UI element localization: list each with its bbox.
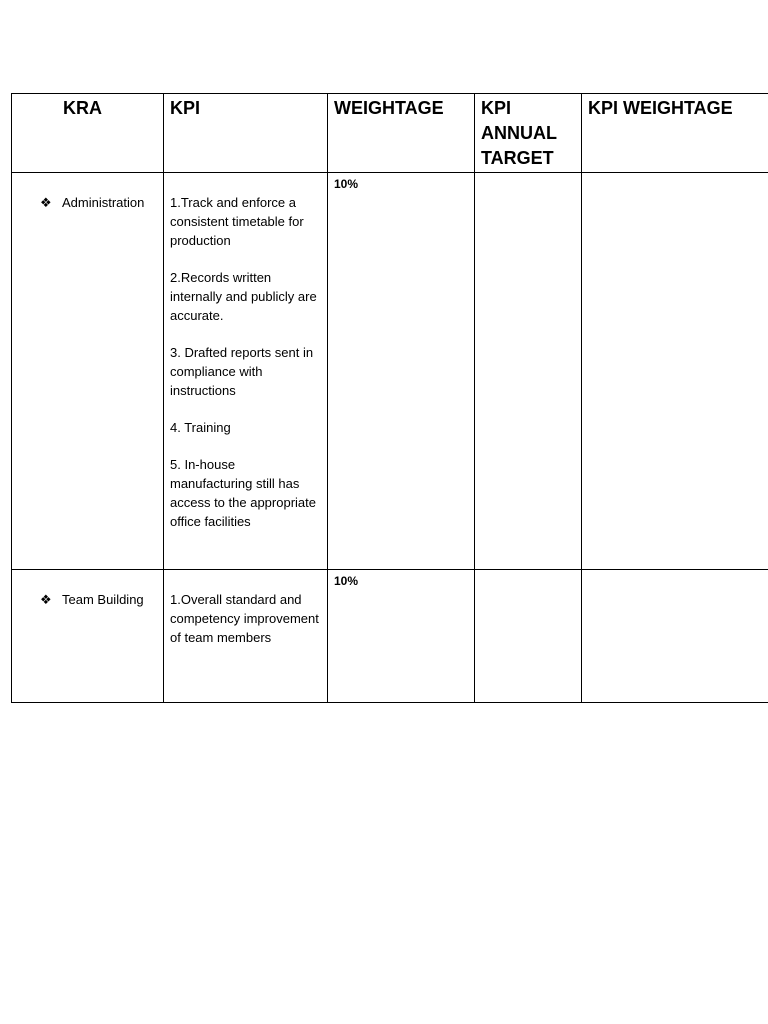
kpi-item: 4. Training [170,420,231,435]
weightage-cell: 10% [328,570,475,703]
header-weightage: WEIGHTAGE [328,94,475,173]
kra-label: Administration [62,195,145,210]
kpi-item: 1.Overall standard and competency improvement of team members [170,592,319,645]
header-kpi-annual-target: KPI ANNUAL TARGET [475,94,582,173]
kpi-weightage-cell [582,173,768,570]
header-kra: KRA [12,94,164,173]
kpi-item: 2.Records written internally and publicly are accurate. [170,270,317,323]
annual-target-cell [475,570,582,703]
diamond-bullet-icon: ❖ [40,195,52,210]
weightage-cell: 10% [328,173,475,570]
kpi-item: 5. In-house manufacturing still has access to the appropriate office facilities [170,457,316,529]
header-row [12,94,768,173]
kpi-cell [164,570,328,703]
kpi-cell [164,173,328,570]
kpi-item: 3. Drafted reports sent in compliance with instructions [170,345,314,398]
kra-cell [12,570,164,703]
header-kpi: KPI [164,94,328,173]
annual-target-cell [475,173,582,570]
kra-cell [12,173,164,570]
kra-kpi-table [11,93,768,703]
diamond-bullet-icon: ❖ [40,592,52,607]
kpi-item: 1.Track and enforce a consistent timetable for production [170,195,304,248]
table-row [12,173,768,570]
kpi-weightage-cell [582,570,768,703]
header-kpi-weightage: KPI WEIGHTAGE [582,94,768,173]
kra-label: Team Building [62,592,144,607]
table-row [12,570,768,703]
